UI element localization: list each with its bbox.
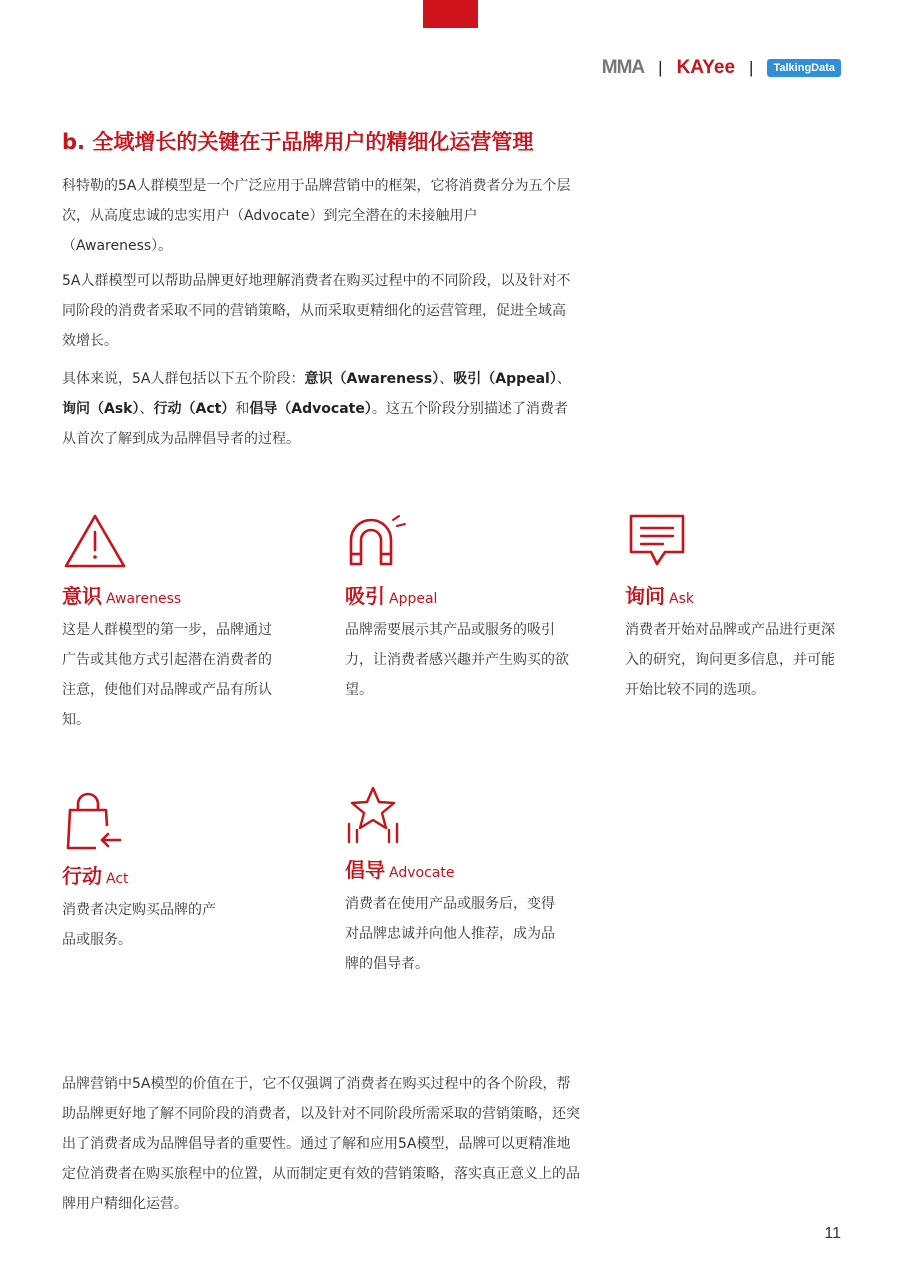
conclusion-paragraph: 品牌营销中5A模型的价值在于，它不仅强调了消费者在购买过程中的各个阶段，帮助品牌更好地了解不同阶段的消费者，以及针对不同阶段所需采取的营销策略，还突出了消费者成为品牌倡导者的重要性。通过了解和应用5A模型，品牌可以更精准地定位消费者在购买旅程中的位置，从而制定更有效的营销策略，落实真正意义上的品牌用户精细化运营。 <box>62 1076 580 1212</box>
logo-separator: | <box>658 58 663 77</box>
talkingdata-logo: TalkingData <box>767 59 841 77</box>
stage-heading <box>62 860 222 889</box>
partner-logos <box>602 57 841 79</box>
stage-description: 消费者开始对品牌或产品进行更深入的研究，询问更多信息，并可能开始比较不同的选项。 <box>625 622 835 698</box>
stage-description: 消费者决定购买品牌的产品或服务。 <box>62 902 216 948</box>
stage-name: 询问 <box>625 584 665 608</box>
stage-description: 这是人群模型的第一步，品牌通过广告或其他方式引起潜在消费者的注意，使他们对品牌或产品有所认知。 <box>62 622 272 728</box>
stage-name: 意识 <box>62 584 102 608</box>
kayee-logo: KAYee <box>676 57 736 78</box>
model-purpose-paragraph: 5A人群模型可以帮助品牌更好地理解消费者在购买过程中的不同阶段，以及针对不同阶段的消费者采取不同的营销策略，从而采取更精细化的运营管理，促进全域高效增长。 <box>62 273 571 349</box>
stage-en-name: Awareness <box>106 591 182 607</box>
page-number: 11 <box>824 1225 841 1242</box>
stages-overview-paragraph: 具体来说，5A人群包括以下五个阶段：意识（Awareness）、吸引（Appeal）、询问（Ask）、行动（Act）和倡导（Advocate）。这五个阶段分别描述了消费者从首次了解到成为品牌倡导者的过程。 <box>62 371 571 447</box>
stage-act <box>62 792 222 955</box>
stage-en-name: Ask <box>669 591 694 607</box>
top-red-tab <box>423 0 478 28</box>
stage-heading <box>345 854 567 883</box>
stage-description: 消费者在使用产品或服务后，变得对品牌忠诚并向他人推荐，成为品牌的倡导者。 <box>345 896 555 972</box>
magnet-icon <box>345 512 411 570</box>
stage-name: 倡导 <box>345 858 385 882</box>
stage-name: 吸引 <box>345 584 385 608</box>
shopping-bag-icon <box>62 792 128 850</box>
stage-awareness <box>62 512 282 735</box>
stage-en-name: Advocate <box>389 865 455 881</box>
stage-heading <box>345 580 570 609</box>
stage-advocate <box>345 786 567 979</box>
stage-en-name: Act <box>106 871 129 887</box>
stage-description: 品牌需要展示其产品或服务的吸引力，让消费者感兴趣并产生购买的欲望。 <box>345 622 569 698</box>
stage-ask <box>625 512 847 705</box>
chat-bubble-icon <box>625 512 691 570</box>
intro-paragraph: 科特勒的5A人群模型是一个广泛应用于品牌营销中的框架，它将消费者分为五个层次，从高度忠诚的忠实用户（Advocate）到完全潜在的未接触用户（Awareness）。 <box>62 178 571 254</box>
section-title: b. 全域增长的关键在于品牌用户的精细化运营管理 <box>62 130 534 154</box>
stage-en-name: Appeal <box>389 591 438 607</box>
logo-separator: | <box>749 58 754 77</box>
warning-triangle-icon <box>62 512 128 570</box>
stage-heading <box>62 580 282 609</box>
star-applause-icon <box>345 786 411 844</box>
stage-appeal <box>345 512 570 705</box>
stage-name: 行动 <box>62 864 102 888</box>
stage-heading <box>625 580 847 609</box>
mma-logo: MMA <box>601 57 645 78</box>
